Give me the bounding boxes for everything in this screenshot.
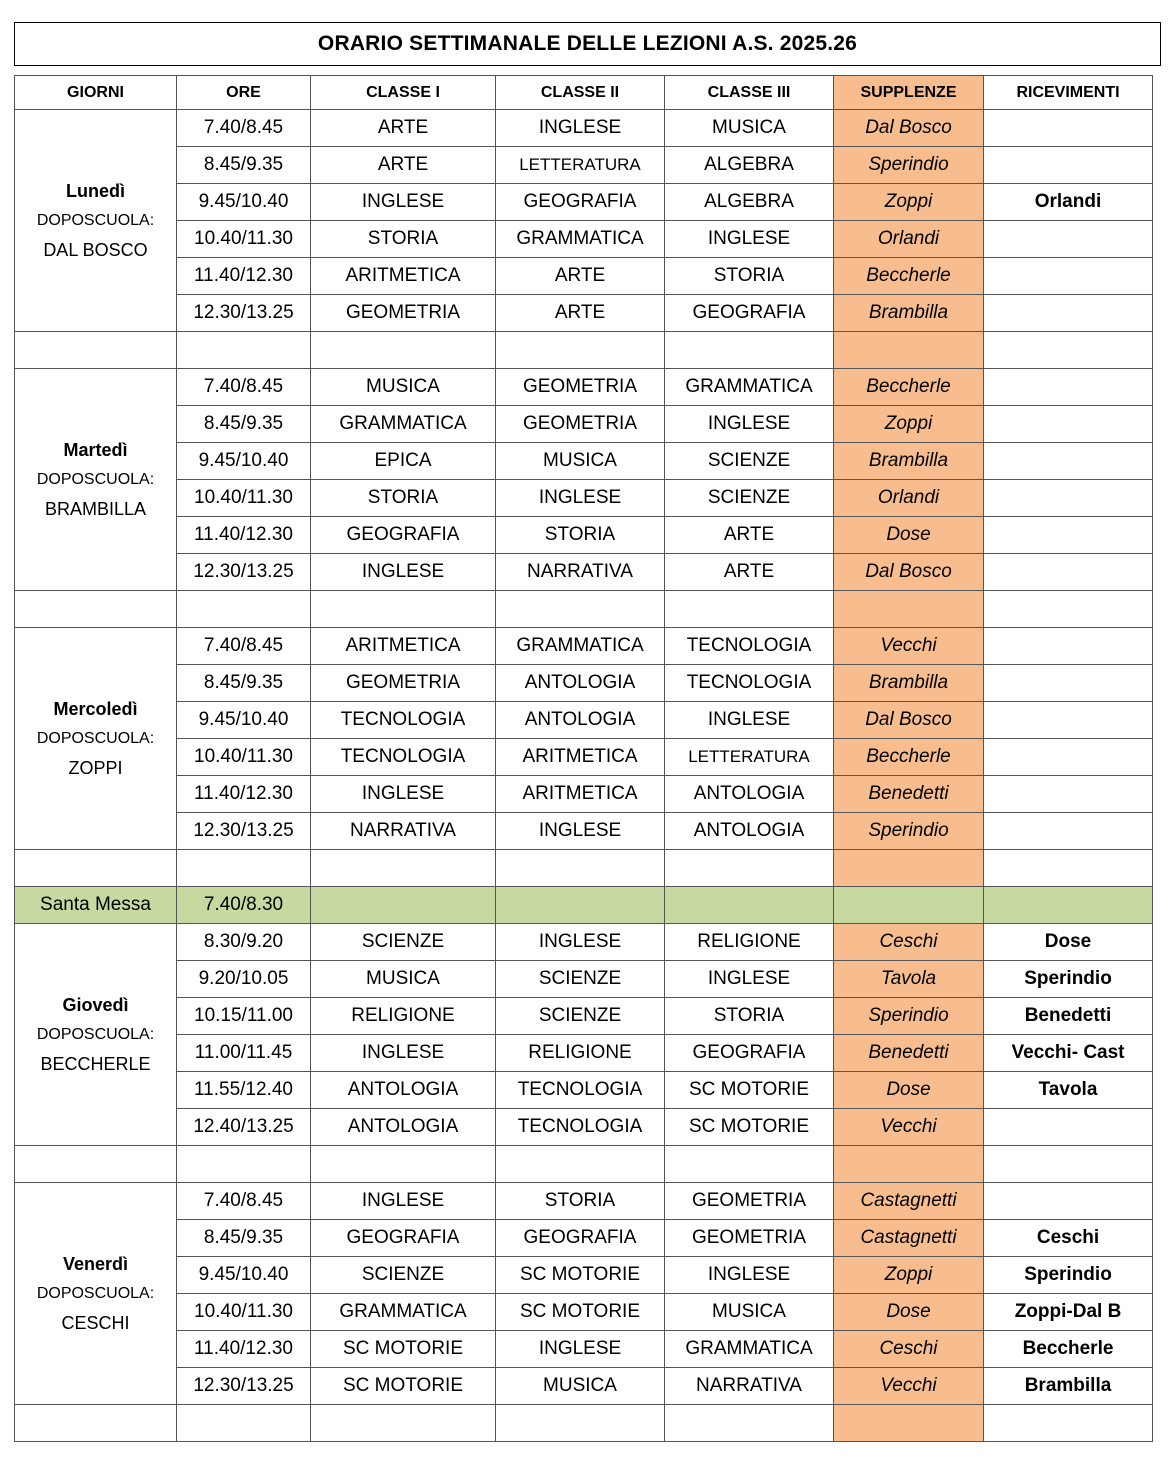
supplenze-cell: Dal Bosco <box>834 110 984 147</box>
classe-2-cell: STORIA <box>496 517 665 554</box>
classe-1-cell: MUSICA <box>311 961 496 998</box>
ricevimenti-cell <box>984 776 1153 813</box>
supplenze-cell: Zoppi <box>834 406 984 443</box>
empty-cell <box>496 850 665 887</box>
classe-3-cell: ALGEBRA <box>665 184 834 221</box>
classe-3-cell: GEOMETRIA <box>665 1183 834 1220</box>
classe-3-cell: MUSICA <box>665 110 834 147</box>
empty-cell <box>496 1405 665 1442</box>
classe-2-cell: GRAMMATICA <box>496 221 665 258</box>
empty-cell <box>834 332 984 369</box>
empty-cell <box>177 591 311 628</box>
classe-2-cell: ARITMETICA <box>496 776 665 813</box>
ricevimenti-cell <box>984 443 1153 480</box>
classe-2-cell: GEOGRAFIA <box>496 1220 665 1257</box>
table-row <box>15 1072 1153 1109</box>
classe-3-cell: SCIENZE <box>665 480 834 517</box>
supplenze-cell: Brambilla <box>834 443 984 480</box>
empty-cell <box>15 332 177 369</box>
table-row <box>15 776 1153 813</box>
classe-1-cell: INGLESE <box>311 1035 496 1072</box>
ore-cell: 10.40/11.30 <box>177 1294 311 1331</box>
ore-cell: 12.30/13.25 <box>177 813 311 850</box>
classe-1-cell: ARITMETICA <box>311 258 496 295</box>
classe-2-cell: NARRATIVA <box>496 554 665 591</box>
classe-1-cell: INGLESE <box>311 776 496 813</box>
empty-cell <box>834 1405 984 1442</box>
header-classe-3: CLASSE III <box>665 76 834 110</box>
supplenze-cell: Tavola <box>834 961 984 998</box>
doposcuola-label: DOPOSCUOLA: <box>36 211 155 229</box>
table-row <box>15 295 1153 332</box>
supplenze-cell: Dose <box>834 1072 984 1109</box>
ore-cell: 9.45/10.40 <box>177 184 311 221</box>
supplenze-cell: Benedetti <box>834 776 984 813</box>
ricevimenti-cell <box>984 480 1153 517</box>
table-row <box>15 739 1153 776</box>
ore-cell: 12.30/13.25 <box>177 295 311 332</box>
classe-3-cell: ALGEBRA <box>665 147 834 184</box>
classe-2-cell: GRAMMATICA <box>496 628 665 665</box>
empty-cell <box>311 1146 496 1183</box>
table-row <box>15 221 1153 258</box>
supplenze-cell: Vecchi <box>834 628 984 665</box>
classe-1-cell: GEOGRAFIA <box>311 517 496 554</box>
classe-1-cell: TECNOLOGIA <box>311 702 496 739</box>
supplenze-cell: Orlandi <box>834 480 984 517</box>
supplenze-cell: Beccherle <box>834 369 984 406</box>
classe-3-cell: GEOMETRIA <box>665 1220 834 1257</box>
ore-cell: 9.45/10.40 <box>177 1257 311 1294</box>
supplenze-cell: Castagnetti <box>834 1183 984 1220</box>
classe-2-cell: INGLESE <box>496 1331 665 1368</box>
empty-cell <box>496 591 665 628</box>
empty-cell <box>984 1405 1153 1442</box>
classe-2-cell: ANTOLOGIA <box>496 665 665 702</box>
ore-cell: 12.30/13.25 <box>177 1368 311 1405</box>
table-row <box>15 813 1153 850</box>
classe-3-cell: RELIGIONE <box>665 924 834 961</box>
day-name: Mercoledì <box>53 698 138 719</box>
empty-cell <box>311 332 496 369</box>
ricevimenti-cell <box>984 369 1153 406</box>
doposcuola-teacher: CESCHI <box>61 1312 130 1333</box>
classe-3-cell: GRAMMATICA <box>665 1331 834 1368</box>
empty-cell <box>665 1146 834 1183</box>
classe-2-cell: ARITMETICA <box>496 739 665 776</box>
supplenze-cell: Brambilla <box>834 295 984 332</box>
ricevimenti-cell: Beccherle <box>984 1331 1153 1368</box>
table-row <box>15 1257 1153 1294</box>
doposcuola-teacher: DAL BOSCO <box>43 239 148 260</box>
day-cell <box>15 1183 177 1405</box>
empty-cell <box>834 850 984 887</box>
empty-cell <box>665 591 834 628</box>
spacer-row <box>15 850 1153 887</box>
empty-cell <box>177 850 311 887</box>
schedule-table <box>14 75 1153 1442</box>
supplenze-cell: Dal Bosco <box>834 702 984 739</box>
ricevimenti-cell <box>984 147 1153 184</box>
classe-1-cell: ARTE <box>311 110 496 147</box>
classe-1-cell: TECNOLOGIA <box>311 739 496 776</box>
classe-1-cell: INGLESE <box>311 554 496 591</box>
classe-2-cell: INGLESE <box>496 110 665 147</box>
empty-cell <box>496 332 665 369</box>
classe-3-cell: INGLESE <box>665 961 834 998</box>
empty-cell <box>15 591 177 628</box>
classe-3-cell: STORIA <box>665 998 834 1035</box>
empty-cell <box>984 1146 1153 1183</box>
doposcuola-teacher: ZOPPI <box>68 757 123 778</box>
classe-3-cell: INGLESE <box>665 1257 834 1294</box>
ricevimenti-cell: Ceschi <box>984 1220 1153 1257</box>
ore-cell: 11.40/12.30 <box>177 776 311 813</box>
classe-1-cell: RELIGIONE <box>311 998 496 1035</box>
empty-cell <box>834 591 984 628</box>
santa-messa-label: Santa Messa <box>15 887 177 924</box>
ore-cell: 12.30/13.25 <box>177 554 311 591</box>
empty-cell <box>15 850 177 887</box>
empty-cell <box>177 332 311 369</box>
empty-cell <box>665 1405 834 1442</box>
classe-2-cell: TECNOLOGIA <box>496 1072 665 1109</box>
classe-3-cell: MUSICA <box>665 1294 834 1331</box>
classe-2-cell: ANTOLOGIA <box>496 702 665 739</box>
classe-3-cell: SC MOTORIE <box>665 1109 834 1146</box>
classe-1-cell: SCIENZE <box>311 1257 496 1294</box>
day-cell <box>15 369 177 591</box>
table-row <box>15 665 1153 702</box>
supplenze-cell: Dose <box>834 517 984 554</box>
classe-3-cell: ARTE <box>665 517 834 554</box>
supplenze-cell: Beccherle <box>834 258 984 295</box>
classe-3-cell: TECNOLOGIA <box>665 628 834 665</box>
table-row <box>15 443 1153 480</box>
table-row <box>15 924 1153 961</box>
supplenze-cell: Sperindio <box>834 998 984 1035</box>
classe-1-cell: ANTOLOGIA <box>311 1109 496 1146</box>
table-row <box>15 480 1153 517</box>
empty-cell <box>311 850 496 887</box>
table-row <box>15 369 1153 406</box>
table-row <box>15 258 1153 295</box>
empty-cell <box>15 1405 177 1442</box>
empty-cell <box>665 332 834 369</box>
empty-cell <box>984 850 1153 887</box>
classe-2-cell: MUSICA <box>496 1368 665 1405</box>
classe-1-cell: GEOMETRIA <box>311 295 496 332</box>
ricevimenti-cell: Tavola <box>984 1072 1153 1109</box>
supplenze-cell: Vecchi <box>834 1109 984 1146</box>
classe-1-cell: GEOGRAFIA <box>311 1220 496 1257</box>
classe-2-cell: LETTERATURA <box>496 147 665 184</box>
ore-cell: 9.45/10.40 <box>177 702 311 739</box>
ricevimenti-cell <box>984 665 1153 702</box>
classe-3-cell: NARRATIVA <box>665 1368 834 1405</box>
ore-cell: 11.40/12.30 <box>177 517 311 554</box>
day-name: Martedì <box>63 439 128 460</box>
ore-cell: 12.40/13.25 <box>177 1109 311 1146</box>
header-supplenze: SUPPLENZE <box>834 76 984 110</box>
classe-3-cell: ARTE <box>665 554 834 591</box>
classe-2-cell: RELIGIONE <box>496 1035 665 1072</box>
supplenze-cell: Benedetti <box>834 1035 984 1072</box>
classe-1-cell: MUSICA <box>311 369 496 406</box>
ricevimenti-cell: Benedetti <box>984 998 1153 1035</box>
classe-2-cell: INGLESE <box>496 480 665 517</box>
classe-3-cell: STORIA <box>665 258 834 295</box>
empty-cell <box>665 850 834 887</box>
classe-3-cell: INGLESE <box>665 702 834 739</box>
ore-cell: 10.40/11.30 <box>177 221 311 258</box>
ricevimenti-cell <box>984 628 1153 665</box>
doposcuola-label: DOPOSCUOLA: <box>36 1025 155 1043</box>
spacer-row <box>15 1146 1153 1183</box>
classe-2-cell: TECNOLOGIA <box>496 1109 665 1146</box>
empty-cell <box>177 1146 311 1183</box>
ore-cell: 8.45/9.35 <box>177 665 311 702</box>
empty-cell <box>984 591 1153 628</box>
table-row <box>15 702 1153 739</box>
spacer-row <box>15 1405 1153 1442</box>
doposcuola-label: DOPOSCUOLA: <box>36 729 155 747</box>
ricevimenti-cell: Dose <box>984 924 1153 961</box>
day-cell <box>15 924 177 1146</box>
classe-3-cell: SCIENZE <box>665 443 834 480</box>
table-row <box>15 998 1153 1035</box>
classe-1-cell: GRAMMATICA <box>311 406 496 443</box>
ore-cell: 7.40/8.45 <box>177 369 311 406</box>
empty-cell <box>311 1405 496 1442</box>
classe-2-cell: SC MOTORIE <box>496 1257 665 1294</box>
day-cell <box>15 628 177 850</box>
table-row <box>15 1109 1153 1146</box>
classe-1-cell: STORIA <box>311 480 496 517</box>
empty-cell <box>665 887 834 924</box>
supplenze-cell: Vecchi <box>834 1368 984 1405</box>
empty-cell <box>311 591 496 628</box>
ricevimenti-cell <box>984 295 1153 332</box>
ricevimenti-cell: Brambilla <box>984 1368 1153 1405</box>
ore-cell: 9.20/10.05 <box>177 961 311 998</box>
table-row <box>15 961 1153 998</box>
table-row <box>15 517 1153 554</box>
classe-2-cell: STORIA <box>496 1183 665 1220</box>
ore-cell: 11.40/12.30 <box>177 1331 311 1368</box>
classe-3-cell: GEOGRAFIA <box>665 295 834 332</box>
day-cell <box>15 110 177 332</box>
classe-3-cell: GEOGRAFIA <box>665 1035 834 1072</box>
table-row <box>15 147 1153 184</box>
header-ricevimenti: RICEVIMENTI <box>984 76 1153 110</box>
classe-2-cell: SCIENZE <box>496 998 665 1035</box>
empty-cell <box>177 1405 311 1442</box>
classe-3-cell: INGLESE <box>665 221 834 258</box>
day-name: Giovedì <box>62 994 129 1015</box>
classe-3-cell: TECNOLOGIA <box>665 665 834 702</box>
classe-1-cell: ANTOLOGIA <box>311 1072 496 1109</box>
classe-2-cell: MUSICA <box>496 443 665 480</box>
ricevimenti-cell: Zoppi-Dal B <box>984 1294 1153 1331</box>
supplenze-cell: Beccherle <box>834 739 984 776</box>
supplenze-cell: Dal Bosco <box>834 554 984 591</box>
empty-cell <box>496 1146 665 1183</box>
ore-cell: 11.00/11.45 <box>177 1035 311 1072</box>
classe-3-cell: INGLESE <box>665 406 834 443</box>
ore-cell: 7.40/8.45 <box>177 628 311 665</box>
classe-1-cell: EPICA <box>311 443 496 480</box>
classe-2-cell: INGLESE <box>496 813 665 850</box>
supplenze-cell: Ceschi <box>834 924 984 961</box>
header-ore: ORE <box>177 76 311 110</box>
classe-1-cell: INGLESE <box>311 1183 496 1220</box>
ricevimenti-cell <box>984 1109 1153 1146</box>
classe-2-cell: INGLESE <box>496 924 665 961</box>
ore-cell: 9.45/10.40 <box>177 443 311 480</box>
classe-2-cell: ARTE <box>496 295 665 332</box>
table-row <box>15 1220 1153 1257</box>
supplenze-cell: Zoppi <box>834 1257 984 1294</box>
ore-cell: 7.40/8.45 <box>177 110 311 147</box>
classe-1-cell: SC MOTORIE <box>311 1368 496 1405</box>
empty-cell <box>834 887 984 924</box>
table-row <box>15 184 1153 221</box>
doposcuola-teacher: BRAMBILLA <box>44 498 147 519</box>
classe-2-cell: GEOGRAFIA <box>496 184 665 221</box>
table-row <box>15 1294 1153 1331</box>
classe-2-cell: GEOMETRIA <box>496 406 665 443</box>
ricevimenti-cell <box>984 221 1153 258</box>
ricevimenti-cell: Sperindio <box>984 1257 1153 1294</box>
spacer-row <box>15 591 1153 628</box>
classe-1-cell: STORIA <box>311 221 496 258</box>
ricevimenti-cell <box>984 813 1153 850</box>
page-title: ORARIO SETTIMANALE DELLE LEZIONI A.S. 2025.26 <box>14 22 1161 66</box>
ricevimenti-cell <box>984 258 1153 295</box>
spacer-row <box>15 332 1153 369</box>
header-classe-1: CLASSE I <box>311 76 496 110</box>
santa-messa-ore: 7.40/8.30 <box>177 887 311 924</box>
classe-1-cell: NARRATIVA <box>311 813 496 850</box>
classe-3-cell: GRAMMATICA <box>665 369 834 406</box>
empty-cell <box>984 887 1153 924</box>
classe-1-cell: INGLESE <box>311 184 496 221</box>
ricevimenti-cell <box>984 702 1153 739</box>
ore-cell: 7.40/8.45 <box>177 1183 311 1220</box>
ricevimenti-cell <box>984 517 1153 554</box>
ore-cell: 8.45/9.35 <box>177 147 311 184</box>
classe-2-cell: ARTE <box>496 258 665 295</box>
supplenze-cell: Castagnetti <box>834 1220 984 1257</box>
header-row <box>15 76 1153 110</box>
classe-3-cell: SC MOTORIE <box>665 1072 834 1109</box>
ore-cell: 10.40/11.30 <box>177 739 311 776</box>
header-giorni: GIORNI <box>15 76 177 110</box>
empty-cell <box>834 1146 984 1183</box>
supplenze-cell: Sperindio <box>834 813 984 850</box>
supplenze-cell: Orlandi <box>834 221 984 258</box>
ricevimenti-cell <box>984 1183 1153 1220</box>
ricevimenti-cell <box>984 739 1153 776</box>
empty-cell <box>984 332 1153 369</box>
day-name: Venerdì <box>62 1253 129 1274</box>
ore-cell: 8.45/9.35 <box>177 406 311 443</box>
table-row <box>15 406 1153 443</box>
supplenze-cell: Sperindio <box>834 147 984 184</box>
ore-cell: 10.40/11.30 <box>177 480 311 517</box>
classe-3-cell: ANTOLOGIA <box>665 813 834 850</box>
supplenze-cell: Ceschi <box>834 1331 984 1368</box>
classe-3-cell: ANTOLOGIA <box>665 776 834 813</box>
table-row <box>15 110 1153 147</box>
table-row <box>15 1035 1153 1072</box>
classe-2-cell: SCIENZE <box>496 961 665 998</box>
classe-2-cell: SC MOTORIE <box>496 1294 665 1331</box>
ore-cell: 8.45/9.35 <box>177 1220 311 1257</box>
doposcuola-teacher: BECCHERLE <box>40 1053 151 1074</box>
header-classe-2: CLASSE II <box>496 76 665 110</box>
supplenze-cell: Dose <box>834 1294 984 1331</box>
ore-cell: 8.30/9.20 <box>177 924 311 961</box>
ricevimenti-cell <box>984 406 1153 443</box>
ricevimenti-cell <box>984 110 1153 147</box>
day-name: Lunedì <box>66 180 125 201</box>
table-row <box>15 1331 1153 1368</box>
ore-cell: 10.15/11.00 <box>177 998 311 1035</box>
classe-2-cell: GEOMETRIA <box>496 369 665 406</box>
table-row <box>15 554 1153 591</box>
supplenze-cell: Brambilla <box>834 665 984 702</box>
empty-cell <box>311 887 496 924</box>
classe-1-cell: GEOMETRIA <box>311 665 496 702</box>
classe-1-cell: SCIENZE <box>311 924 496 961</box>
ricevimenti-cell: Orlandi <box>984 184 1153 221</box>
classe-1-cell: ARTE <box>311 147 496 184</box>
doposcuola-label: DOPOSCUOLA: <box>36 470 155 488</box>
classe-1-cell: ARITMETICA <box>311 628 496 665</box>
ricevimenti-cell <box>984 554 1153 591</box>
table-row <box>15 628 1153 665</box>
table-row <box>15 1183 1153 1220</box>
supplenze-cell: Zoppi <box>834 184 984 221</box>
ore-cell: 11.55/12.40 <box>177 1072 311 1109</box>
classe-1-cell: SC MOTORIE <box>311 1331 496 1368</box>
ricevimenti-cell: Sperindio <box>984 961 1153 998</box>
classe-3-cell: LETTERATURA <box>665 739 834 776</box>
doposcuola-label: DOPOSCUOLA: <box>36 1284 155 1302</box>
table-row <box>15 1368 1153 1405</box>
santa-messa-row <box>15 887 1153 924</box>
classe-1-cell: GRAMMATICA <box>311 1294 496 1331</box>
empty-cell <box>15 1146 177 1183</box>
ore-cell: 11.40/12.30 <box>177 258 311 295</box>
ricevimenti-cell: Vecchi- Cast <box>984 1035 1153 1072</box>
empty-cell <box>496 887 665 924</box>
